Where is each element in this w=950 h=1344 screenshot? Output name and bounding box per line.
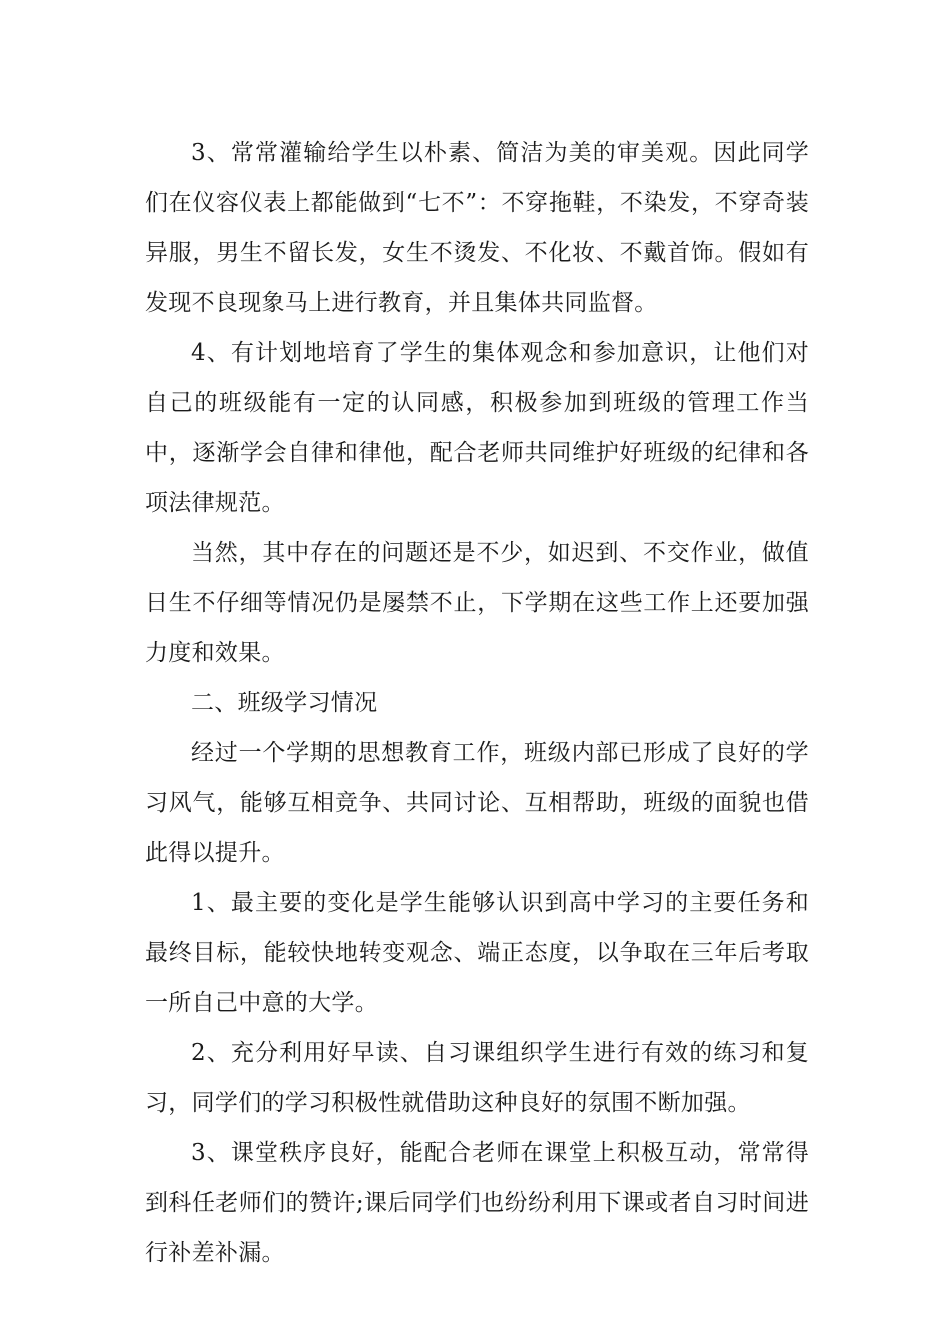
paragraph-collective-awareness: 4、有计划地培育了学生的集体观念和参加意识，让他们对自己的班级能有一定的认同感，积极参加到班级的管理工作当中，逐渐学会自律和律他，配合老师共同维护好班级的纪律和各项法律规范。 — [145, 340, 809, 516]
document-body — [145, 128, 809, 1278]
paragraph-classroom-order: 3、课堂秩序良好，能配合老师在课堂上积极互动，常常得到科任老师们的赞许;课后同学们也纷纷利用下课或者自习时间进行补差补漏。 — [145, 1140, 809, 1266]
paragraph-main-change: 1、最主要的变化是学生能够认识到高中学习的主要任务和最终目标，能较快地转变观念、端正态度，以争取在三年后考取一所自己中意的大学。 — [145, 890, 809, 1016]
paragraph-existing-problems: 当然，其中存在的问题还是不少，如迟到、不交作业，做值日生不仔细等情况仍是屡禁不止，下学期在这些工作上还要加强力度和效果。 — [145, 540, 809, 666]
section-heading-class-study: 二、班级学习情况 — [191, 690, 378, 716]
paragraph-morning-reading: 2、充分利用好早读、自习课组织学生进行有效的练习和复习，同学们的学习积极性就借助这种良好的氛围不断加强。 — [145, 1040, 809, 1116]
paragraph-appearance-rules: 3、常常灌输给学生以朴素、简洁为美的审美观。因此同学们在仪容仪表上都能做到“七不”：不穿拖鞋，不染发，不穿奇装异服，男生不留长发，女生不烫发、不化妆、不戴首饰。假如有发现不良现象马上进行教育，并且集体共同监督。 — [145, 140, 809, 316]
paragraph-study-atmosphere: 经过一个学期的思想教育工作，班级内部已形成了良好的学习风气，能够互相竞争、共同讨论、互相帮助，班级的面貌也借此得以提升。 — [145, 740, 809, 866]
